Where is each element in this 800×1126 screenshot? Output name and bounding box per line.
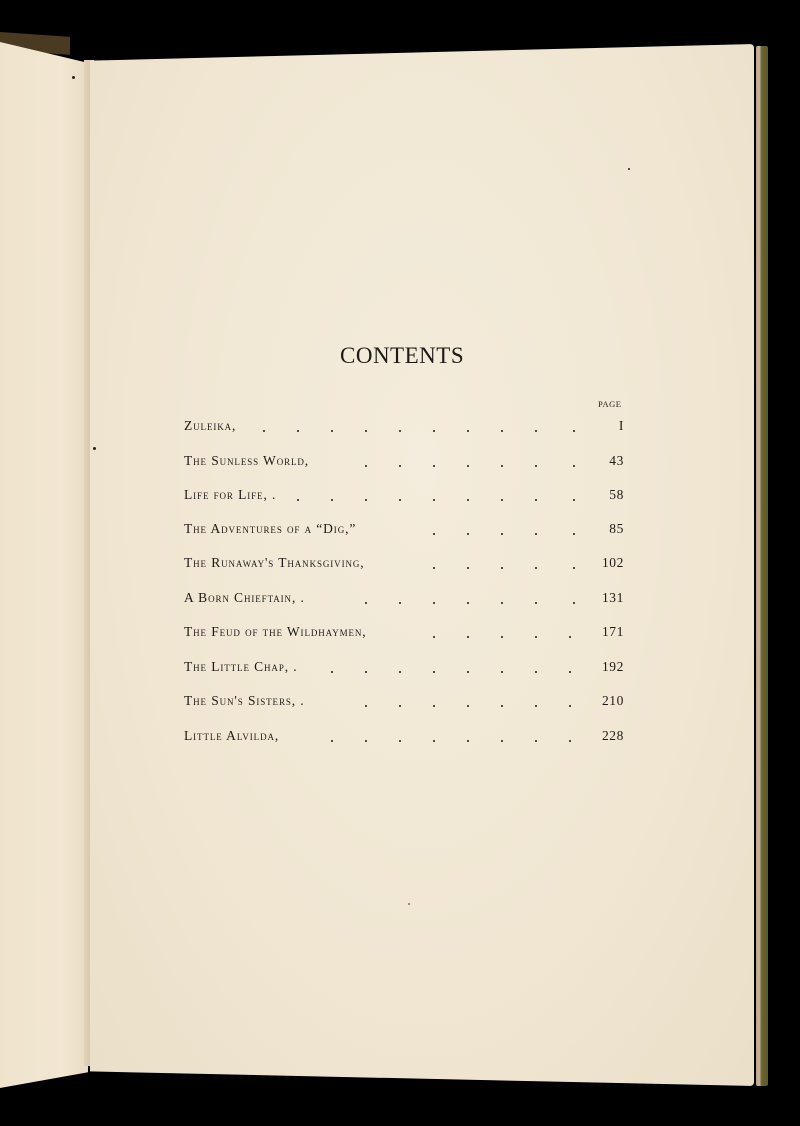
toc-entry (184, 418, 624, 438)
toc-entry (184, 590, 624, 610)
toc-entry-title: The Sunless World, (184, 453, 310, 468)
toc-entry-title: The Little Chap, . (184, 659, 298, 674)
toc-entry-page: 171 (601, 624, 624, 639)
toc-entry-page: 85 (609, 521, 624, 536)
toc-entry-page: 228 (601, 728, 624, 743)
toc-entry-title: Life for Life, . (184, 487, 277, 502)
toc-entry-title: Little Alvilda, (184, 728, 280, 743)
dot-leaders (184, 693, 584, 713)
toc-entry-page: 102 (601, 555, 624, 570)
toc-entry-page: 192 (601, 659, 624, 674)
toc-entry (184, 453, 624, 473)
toc-entry-page: 43 (609, 453, 624, 468)
dot-leaders (184, 659, 584, 679)
dot-leaders (184, 453, 584, 473)
toc-entry (184, 555, 624, 575)
toc-entry-title: The Sun's Sisters, . (184, 693, 305, 708)
toc-entry (184, 521, 624, 541)
dot-leaders (184, 487, 584, 507)
toc-entry (184, 624, 624, 644)
page-title: CONTENTS (340, 343, 465, 368)
toc-entry-page: 210 (601, 693, 624, 708)
dot-leaders (184, 624, 584, 644)
toc-entry-page: I (618, 418, 624, 433)
toc-entry (184, 487, 624, 507)
toc-entry (184, 728, 624, 748)
dot-leaders (184, 728, 584, 748)
toc-entry-title: A Born Chieftain, . (184, 590, 305, 605)
dot-leaders (184, 555, 584, 575)
dot-leaders (184, 418, 584, 438)
toc-entry-title: The Feud of the Wildhaymen, (184, 624, 367, 639)
toc-entry-page: 131 (601, 590, 624, 605)
page-column-header: PAGE (598, 399, 622, 409)
toc-entry (184, 659, 624, 679)
toc-entry-title: The Adventures of a “Dig,” (184, 521, 357, 536)
dot-leaders (184, 590, 584, 610)
toc-entry (184, 693, 624, 713)
toc-entry-title: Zuleika, (184, 418, 237, 433)
toc-entry-title: The Runaway's Thanksgiving, (184, 555, 365, 570)
toc-entry-page: 58 (609, 487, 624, 502)
dot-leaders (184, 521, 584, 541)
